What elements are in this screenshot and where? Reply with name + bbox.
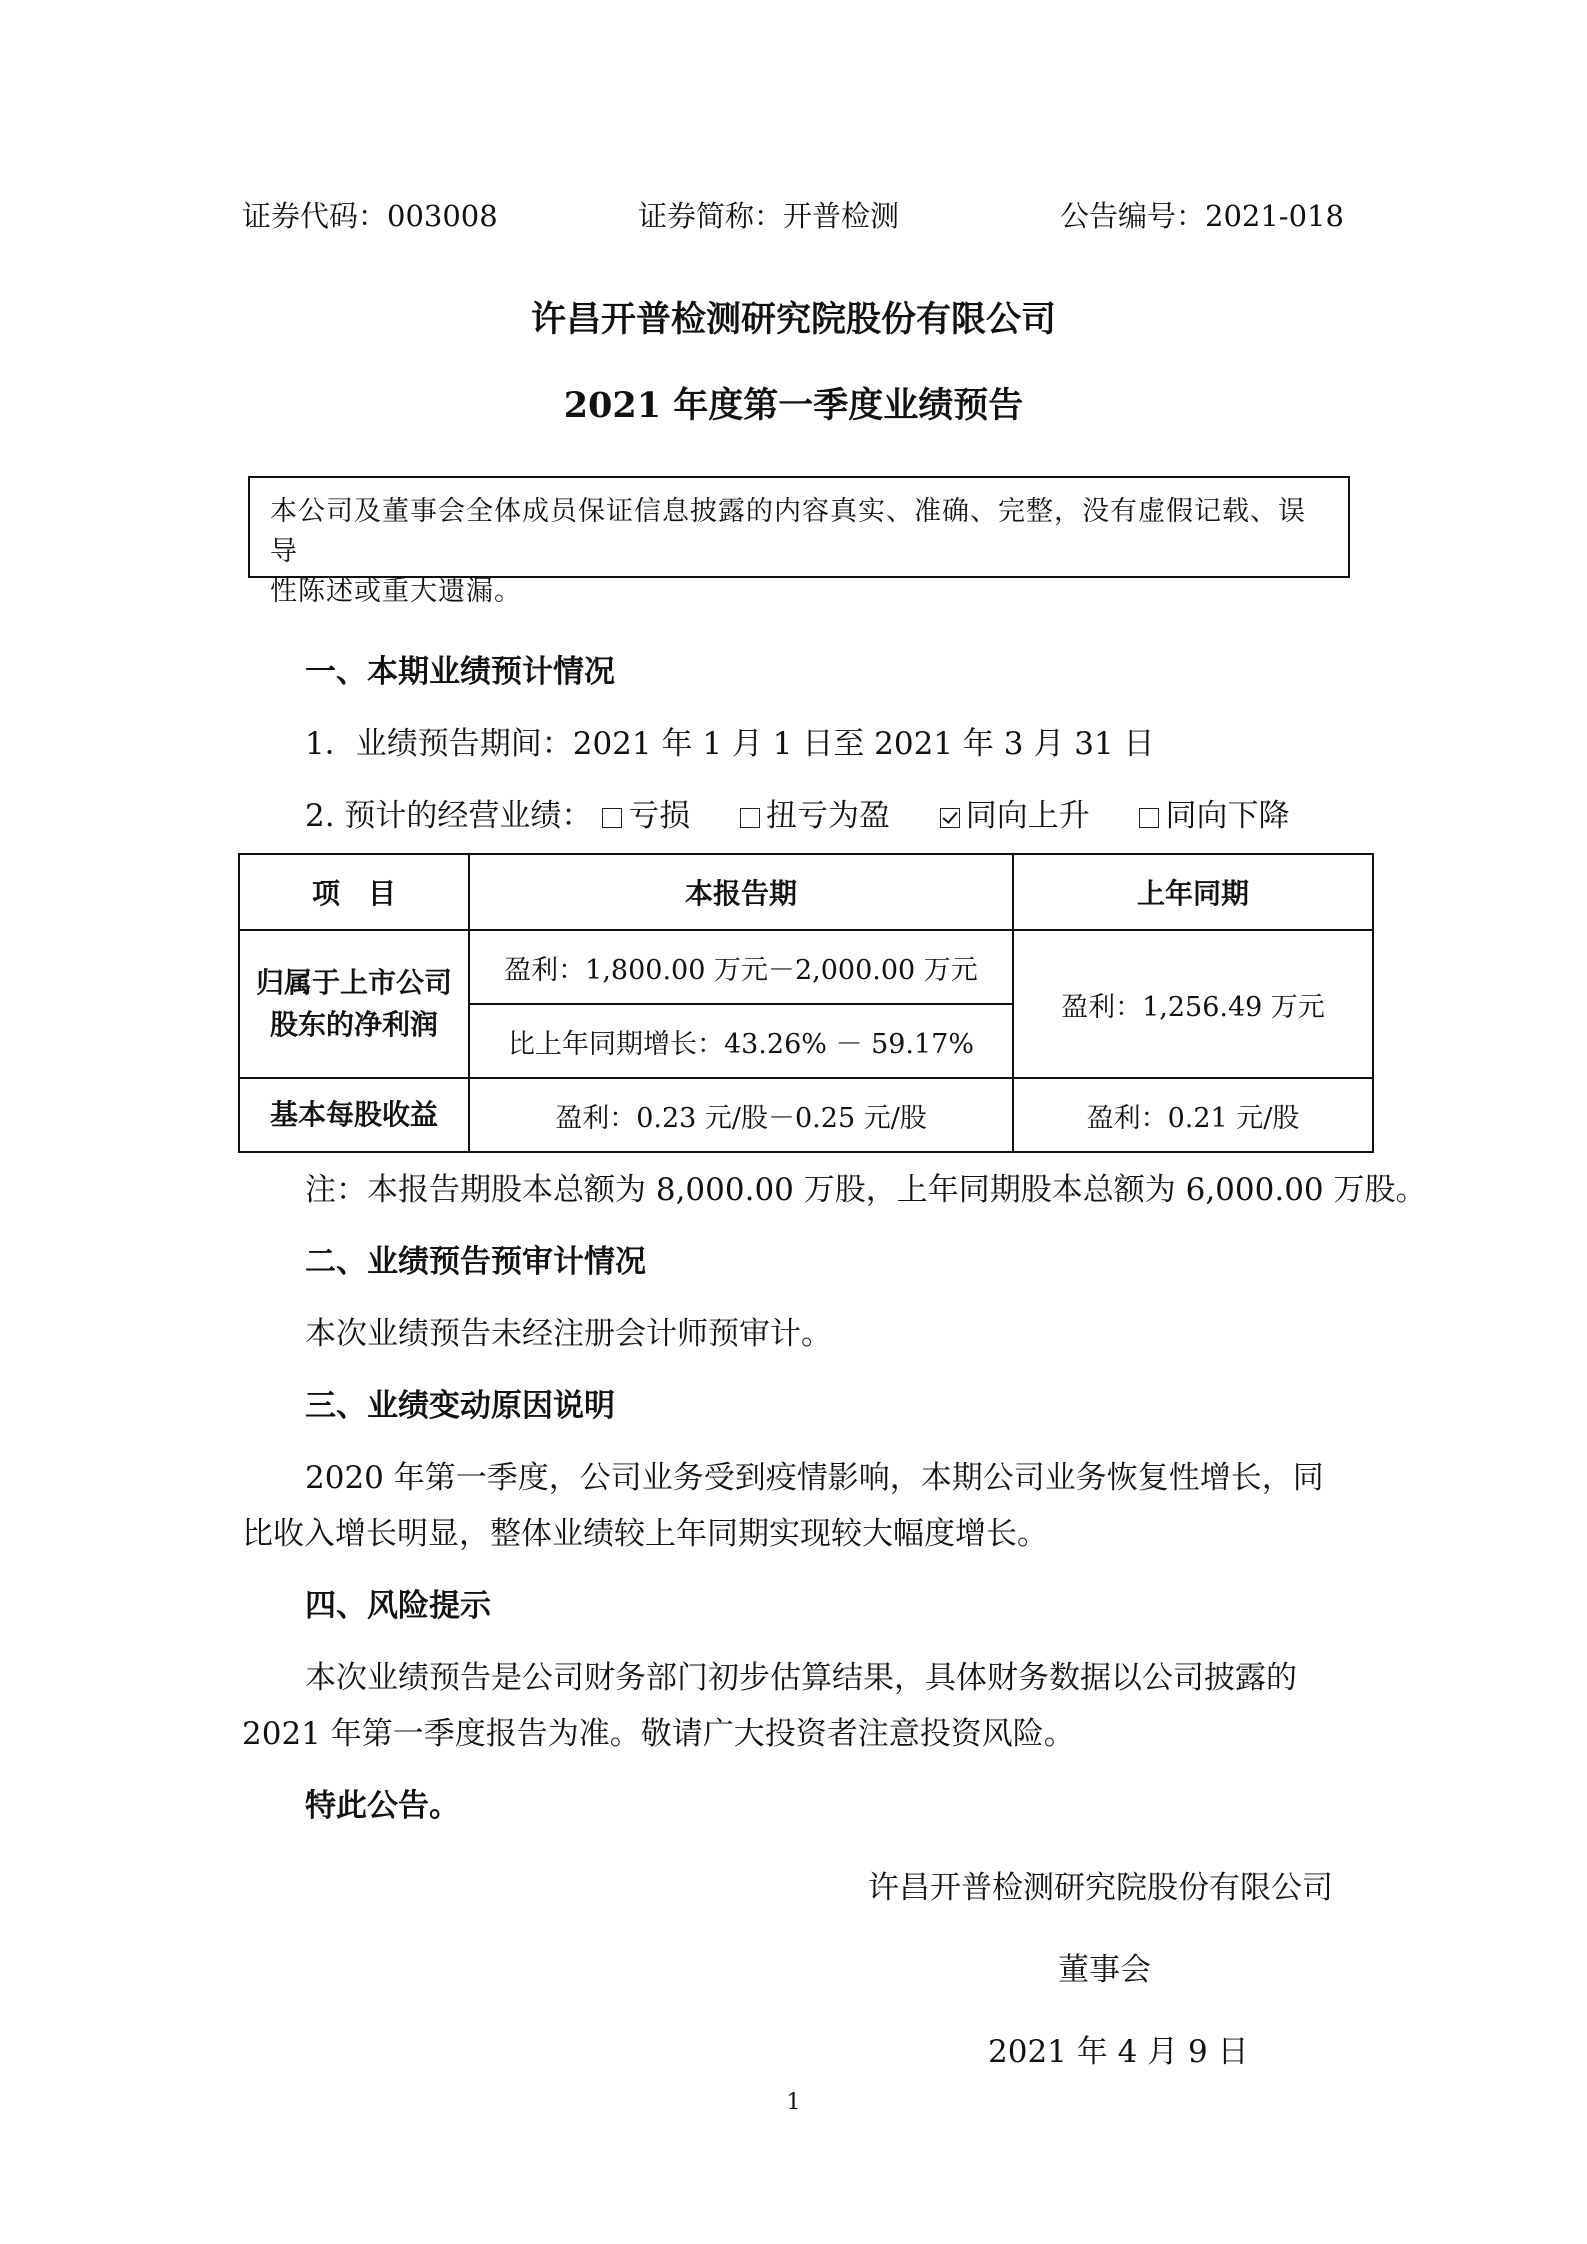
section-2-heading: 二、业绩预告预审计情况 [305,1244,646,1280]
signature-board: 董事会 [1058,1952,1151,1988]
prior-eps: 盈利：0.21 元/股 [1013,1078,1373,1152]
net-profit-label: 归属于上市公司 股东的净利润 [239,930,469,1078]
disclosure-notice-box [248,476,1350,607]
option-turnaround[interactable]: 扭亏为盈 [740,798,890,834]
table-header-row [239,854,1373,930]
company-title: 许昌开普检测研究院股份有限公司 [530,299,1056,340]
eps-label: 基本每股收益 [239,1078,469,1152]
checkbox-icon [602,808,622,828]
page-number: 1 [786,2090,801,2115]
section-4-heading: 四、风险提示 [305,1588,491,1624]
checkbox-icon [740,808,760,828]
notice-line-2: 性陈述或重大遗漏。 [270,576,522,607]
section-3-line-2: 比收入增长明显，整体业绩较上年同期实现较大幅度增长。 [242,1516,1048,1552]
section-1-heading: 一、本期业绩预计情况 [305,654,615,690]
prior-net-profit: 盈利：1,256.49 万元 [1013,930,1373,1078]
section-4-line-2: 2021 年第一季度报告为准。敬请广大投资者注意投资风险。 [242,1716,1075,1752]
section-3-line-1: 2020 年第一季度，公司业务受到疫情影响，本期公司业务恢复性增长，同 [305,1460,1324,1496]
performance-forecast-table [238,853,1374,1153]
table-note: 注：本报告期股本总额为 8,000.00 万股，上年同期股本总额为 6,000.00 万股。 [305,1172,1427,1208]
current-eps: 盈利：0.23 元/股－0.25 元/股 [469,1078,1013,1152]
checkbox-icon [1139,808,1159,828]
table-row [239,1078,1373,1152]
signature-company: 许昌开普检测研究院股份有限公司 [868,1870,1333,1906]
forecast-period: 1．业绩预告期间：2021 年 1 月 1 日至 2021 年 3 月 31 日 [305,726,1155,762]
header-item: 项 目 [239,854,469,930]
stock-name: 证券简称：开普检测 [638,199,900,233]
header-prior-period: 上年同期 [1013,854,1373,930]
notice-line-1: 本公司及董事会全体成员保证信息披露的内容真实、准确、完整，没有虚假记载、误导 [270,496,1306,567]
option-loss[interactable]: 亏损 [602,798,690,834]
notice-number: 公告编号：2021-018 [1060,199,1344,233]
current-profit-range: 盈利：1,800.00 万元－2,000.00 万元 [469,930,1013,1004]
table-row [239,930,1373,1004]
closing-statement: 特此公告。 [305,1788,460,1824]
section-3-heading: 三、业绩变动原因说明 [305,1388,615,1424]
expected-results-label: 2. 预计的经营业绩： [305,798,593,834]
current-growth-range: 比上年同期增长：43.26% － 59.17% [469,1004,1013,1078]
header-current-period: 本报告期 [469,854,1013,930]
checked-checkbox-icon [940,808,960,828]
signature-date: 2021 年 4 月 9 日 [988,2034,1249,2070]
expected-results-line [305,790,1289,835]
stock-code: 证券代码：003008 [242,199,498,233]
option-decrease[interactable]: 同向下降 [1139,798,1289,834]
option-increase[interactable]: 同向上升 [940,798,1090,834]
document-subtitle: 2021 年度第一季度业绩预告 [563,385,1024,426]
section-4-line-1: 本次业绩预告是公司财务部门初步估算结果，具体财务数据以公司披露的 [305,1660,1297,1696]
section-2-text: 本次业绩预告未经注册会计师预审计。 [305,1316,832,1352]
